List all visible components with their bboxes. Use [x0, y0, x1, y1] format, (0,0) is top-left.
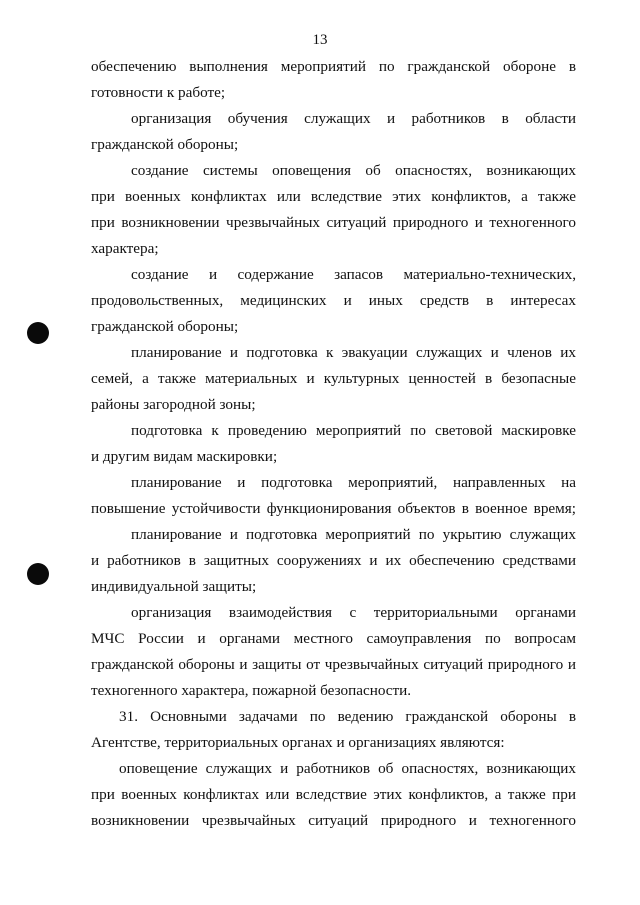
text-line: и работников в защитных сооружениях и их обеспечению средствами: [91, 552, 576, 569]
text-line: повышение устойчивости функционирования объектов в военное время;: [91, 500, 576, 517]
text-line: 31. Основными задачами по ведению гражданской обороны в: [119, 708, 576, 725]
page-number: 13: [312, 32, 328, 48]
text-line: районы загородной зоны;: [91, 396, 256, 413]
text-line: создание и содержание запасов материально-технических,: [131, 266, 576, 283]
text-line: готовности к работе;: [91, 84, 226, 101]
punch-hole-mark: [27, 322, 49, 344]
text-line: планирование и подготовка к эвакуации служащих и членов их: [131, 344, 576, 361]
text-line: организация взаимодействия с территориальными органами: [131, 604, 576, 621]
punch-hole-mark: [27, 563, 49, 585]
text-line: Агентстве, территориальных органах и организациях являются:: [91, 734, 505, 751]
text-line: при военных конфликтах или вследствие этих конфликтов, а также: [91, 188, 576, 205]
text-line: гражданской обороны и защиты от чрезвычайных ситуаций природного и: [91, 656, 576, 673]
text-line: МЧС России и органами местного самоуправления по вопросам: [91, 630, 576, 647]
text-line: организация обучения служащих и работников в области: [131, 110, 576, 127]
text-line: продовольственных, медицинских и иных средств в интересах: [91, 292, 576, 309]
text-line: оповещение служащих и работников об опасностях, возникающих: [119, 760, 576, 777]
text-line: и другим видам маскировки;: [91, 448, 278, 465]
text-line: гражданской обороны;: [91, 136, 239, 153]
text-line: планирование и подготовка мероприятий, направленных на: [131, 474, 576, 491]
text-line: обеспечению выполнения мероприятий по гражданской обороне в: [91, 58, 576, 75]
text-line: при возникновении чрезвычайных ситуаций природного и техногенного: [91, 214, 576, 231]
text-line: создание системы оповещения об опасностях, возникающих: [131, 162, 576, 179]
text-line: планирование и подготовка мероприятий по укрытию служащих: [131, 526, 576, 543]
text-line: индивидуальной защиты;: [91, 578, 257, 595]
text-line: характера;: [91, 240, 159, 257]
text-line: возникновении чрезвычайных ситуаций природного и техногенного: [91, 812, 576, 829]
text-line: семей, а также материальных и культурных ценностей в безопасные: [91, 370, 576, 387]
text-line: техногенного характера, пожарной безопасности.: [91, 682, 412, 699]
text-line: при военных конфликтах или вследствие этих конфликтов, а также при: [91, 786, 576, 803]
text-line: гражданской обороны;: [91, 318, 239, 335]
text-line: подготовка к проведению мероприятий по световой маскировке: [131, 422, 576, 439]
